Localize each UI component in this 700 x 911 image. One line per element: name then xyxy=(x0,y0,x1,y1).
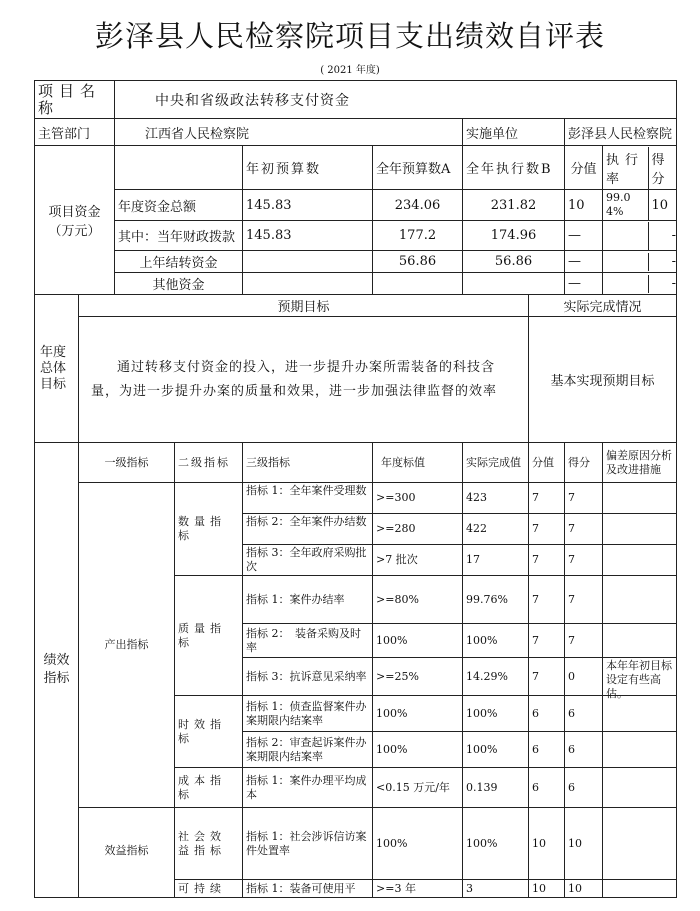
indicator-target: >=280 xyxy=(373,514,463,545)
funds-row-annual xyxy=(373,273,463,295)
indicator-reason xyxy=(603,808,677,880)
benefit-label: 效益指标 xyxy=(79,808,175,898)
indicator-target: 100% xyxy=(373,732,463,768)
funds-row-initial xyxy=(243,251,373,273)
indicator-score: 6 xyxy=(529,768,565,808)
indicator-score: 7 xyxy=(529,483,565,514)
funds-row-initial: 145.83 xyxy=(243,221,373,251)
funds-row-annual: 56.86 xyxy=(373,251,463,273)
indicator-name: 指标 1：装备可使用平 xyxy=(243,880,373,898)
funds-row-exec: 231.82 xyxy=(463,190,565,221)
dept-label: 主管部门 xyxy=(35,119,115,146)
indicator-actual: 100% xyxy=(463,696,529,732)
indicator-got: 7 xyxy=(565,514,603,545)
header-initial: 年初预算数 xyxy=(243,146,373,190)
funds-row xyxy=(35,190,677,221)
funds-row-rate xyxy=(603,222,648,250)
indicator-row xyxy=(35,483,677,514)
indicator-actual: 14.29% xyxy=(463,658,529,696)
indicator-name: 指标 1：案件办结率 xyxy=(243,576,373,624)
funds-row xyxy=(35,221,677,251)
indicator-name: 指标 1：全年案件受理数 xyxy=(246,484,367,497)
funds-row-rate-got xyxy=(603,221,677,251)
indicator-got: 6 xyxy=(565,732,603,768)
indicator-name: 指标 3：全年政府采购批次 xyxy=(246,546,367,573)
expected-text: 通过转移支付资金的投入，进一步提升办案所需装备的科技含量，为进一步提升办案的质量和效果，进一步加强法律监督的效率 xyxy=(79,317,529,443)
header-l3: 三级指标 xyxy=(243,443,373,483)
indicator-name: 指标 3：抗诉意见采纳率 xyxy=(243,658,373,696)
indicator-name: 指标 2： 装备采购及时率 xyxy=(243,624,373,658)
project-name-value: 中央和省级政法转移支付资金 xyxy=(115,81,677,119)
funds-row xyxy=(35,273,677,295)
header-annual: 全年预算数A xyxy=(373,146,463,190)
indicator-actual: 0.139 xyxy=(463,768,529,808)
funds-row-rate-got xyxy=(603,190,677,221)
header-reason: 偏差原因分析及改进措施 xyxy=(603,443,677,483)
output-label: 产出指标 xyxy=(79,483,175,808)
indicator-got: 6 xyxy=(565,768,603,808)
group-quality: 质量指标 xyxy=(175,576,243,696)
indicator-target: 100% xyxy=(373,624,463,658)
indicator-got: 7 xyxy=(565,545,603,576)
indicator-score: 6 xyxy=(529,732,565,768)
funds-row-rate-got xyxy=(603,273,677,295)
indicator-target: >=3 年 xyxy=(373,880,463,898)
header-ind-got: 得分 xyxy=(565,443,603,483)
indicator-reason xyxy=(603,624,677,658)
indicator-actual: 100% xyxy=(463,808,529,880)
indicator-name: 指标 2：审查起诉案件办案期限内结案率 xyxy=(243,732,373,768)
indicator-name: 指标 1：案件办理平均成本 xyxy=(243,768,373,808)
indicator-got: 6 xyxy=(565,696,603,732)
funds-row-exec xyxy=(463,273,565,295)
funds-row-initial xyxy=(243,273,373,295)
indicator-name: 指标 2：全年案件办结数 xyxy=(246,515,367,528)
group-social: 社会效益指标 xyxy=(175,808,243,880)
funds-row-got: - xyxy=(671,228,677,243)
funds-row-score: — xyxy=(565,221,603,251)
funds-row-exec: 174.96 xyxy=(463,221,565,251)
indicator-actual: 100% xyxy=(463,624,529,658)
header-exec: 全年执行数B xyxy=(463,146,565,190)
funds-row-name: 上年结转资金 xyxy=(115,251,243,273)
indicator-got: 10 xyxy=(565,808,603,880)
indicator-reason xyxy=(603,576,677,624)
header-l2: 二级指标 xyxy=(175,443,243,483)
header-rate: 执行率 xyxy=(603,147,648,189)
indicator-score: 7 xyxy=(529,514,565,545)
funds-row-initial: 145.83 xyxy=(243,190,373,221)
impl-label: 实施单位 xyxy=(463,119,565,146)
funds-row-score: — xyxy=(565,251,603,273)
indicator-target: >7 批次 xyxy=(373,545,463,576)
indicator-target: 100% xyxy=(373,696,463,732)
indicator-got: 0 xyxy=(565,658,603,696)
funds-row-rate xyxy=(603,275,648,293)
funds-row-annual: 177.2 xyxy=(373,221,463,251)
indicator-got: 7 xyxy=(565,483,603,514)
indicator-score: 10 xyxy=(529,880,565,898)
indicator-actual: 17 xyxy=(463,545,529,576)
indicator-actual: 3 xyxy=(463,880,529,898)
funds-label: 项目资金（万元） xyxy=(35,146,115,295)
funds-row-score: 10 xyxy=(565,190,603,221)
indicator-reason xyxy=(603,545,677,576)
indicator-target: >=25% xyxy=(373,658,463,696)
funds-row-got: 10 xyxy=(651,197,669,213)
funds-row xyxy=(35,251,677,273)
header-actual: 实际完成值 xyxy=(463,443,529,483)
indicator-score: 10 xyxy=(529,808,565,880)
indicator-actual: 100% xyxy=(463,732,529,768)
dept-value: 江西省人民检察院 xyxy=(115,119,463,146)
indicator-target: >=80% xyxy=(373,576,463,624)
funds-row-name: 其他资金 xyxy=(115,273,243,295)
funds-row-annual: 234.06 xyxy=(373,190,463,221)
indicator-got: 10 xyxy=(565,880,603,898)
indicator-score: 7 xyxy=(529,545,565,576)
funds-row-exec: 56.86 xyxy=(463,251,565,273)
indicator-target: <0.15 万元/年 xyxy=(373,768,463,808)
header-got: 得分 xyxy=(651,152,665,187)
indicator-target: 100% xyxy=(373,808,463,880)
group-time: 时效指标 xyxy=(175,696,243,768)
indicator-actual: 422 xyxy=(463,514,529,545)
indicator-reason xyxy=(603,732,677,768)
indicator-score: 7 xyxy=(529,576,565,624)
actual-text: 基本实现预期目标 xyxy=(529,317,677,443)
funds-row-score: — xyxy=(565,273,603,295)
indicator-score: 6 xyxy=(529,696,565,732)
indicator-actual: 99.76% xyxy=(463,576,529,624)
funds-row-name: 其中：当年财政拨款 xyxy=(115,221,243,251)
indicator-reason xyxy=(603,880,677,898)
evaluation-table xyxy=(34,80,677,898)
indicator-got: 7 xyxy=(565,624,603,658)
indicator-reason xyxy=(603,514,677,545)
group-cost: 成本指标 xyxy=(175,768,243,808)
funds-row-got: - xyxy=(671,276,677,291)
group-sustain: 可持续 xyxy=(175,880,243,898)
impl-value: 彭泽县人民检察院 xyxy=(565,119,677,146)
funds-header-blank xyxy=(115,146,243,190)
project-name-label: 项目名称 xyxy=(35,81,115,119)
group-quantity: 数量指标 xyxy=(175,483,243,576)
indicator-score: 7 xyxy=(529,658,565,696)
indicator-name: 指标 1：侦查监督案件办案期限内结案率 xyxy=(243,696,373,732)
indicator-got: 7 xyxy=(565,576,603,624)
header-ind-score: 分值 xyxy=(529,443,565,483)
indicator-name: 指标 1：社会涉诉信访案件处置率 xyxy=(243,808,373,880)
year-label: ( 2021 年度) xyxy=(320,65,380,76)
indicator-score: 7 xyxy=(529,624,565,658)
funds-row-name: 年度资金总额 xyxy=(115,190,243,221)
funds-row-got: - xyxy=(671,254,677,269)
header-target: 年度标值 xyxy=(373,443,463,483)
indicator-actual: 423 xyxy=(463,483,529,514)
header-rate-got xyxy=(603,146,677,190)
funds-row-rate xyxy=(603,253,648,271)
indicator-target: >=300 xyxy=(373,483,463,514)
header-l1: 一级指标 xyxy=(79,443,175,483)
indicator-reason xyxy=(603,483,677,514)
funds-row-rate-got xyxy=(603,251,677,273)
indicator-reason xyxy=(603,768,677,808)
header-score: 分值 xyxy=(565,146,603,190)
expected-label: 预期目标 xyxy=(79,295,529,317)
indicator-reason: 本年年初目标设定有些高估。 xyxy=(606,659,673,700)
indicator-row xyxy=(35,808,677,880)
goal-label: 年度总体目标 xyxy=(35,295,79,443)
page-title: 彭泽县人民检察院项目支出绩效自评表 xyxy=(94,19,605,53)
indicators-label: 绩效指标 xyxy=(35,443,79,898)
funds-row-rate: 99.04% xyxy=(603,190,648,220)
actual-label: 实际完成情况 xyxy=(529,295,677,317)
